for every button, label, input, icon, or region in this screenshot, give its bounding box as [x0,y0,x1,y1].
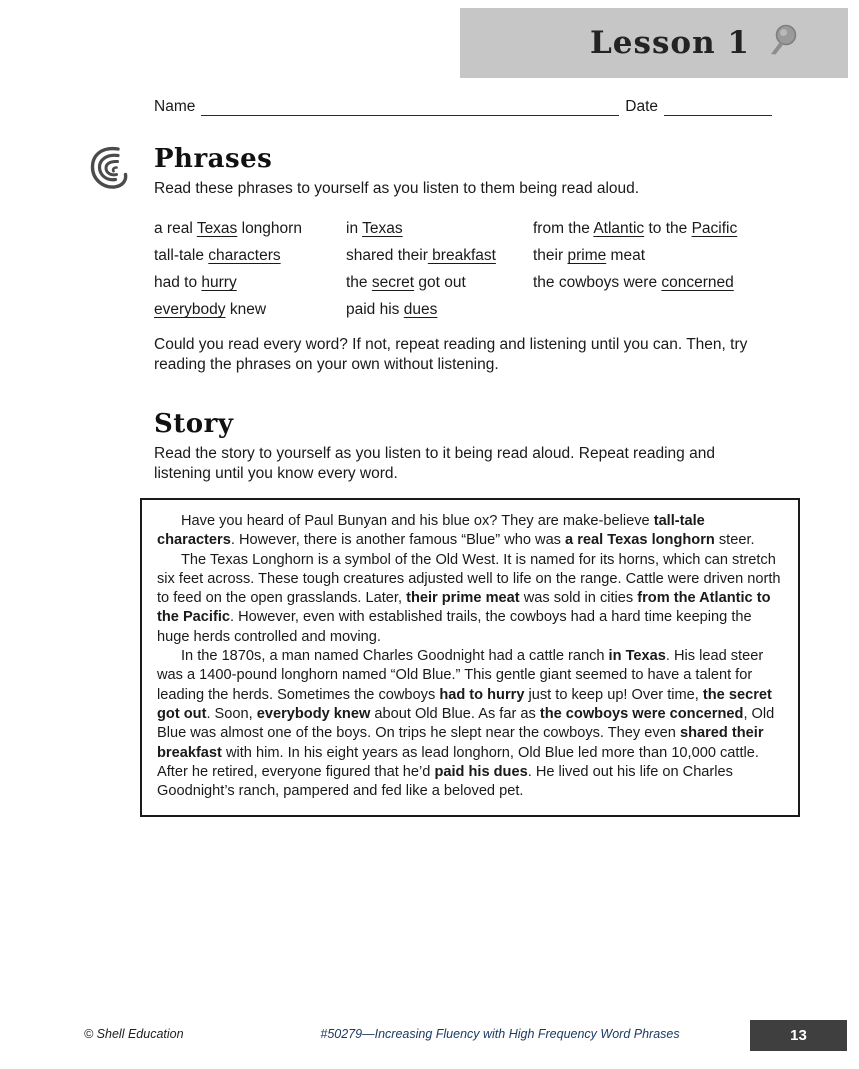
phrases-title: Phrases [154,144,273,174]
story-section [154,409,859,817]
text-segment: characters [208,247,281,264]
text-segment: Atlantic [593,220,645,237]
text-segment: the secret got out [157,686,772,722]
text-segment: , Old Blue was almost one of the boys. On trips he slept near the cowboys. They even [157,705,775,742]
phrase-column [154,215,346,323]
text-segment: with him. In his eight years as lead longhorn, Old Blue led more than 10,000 cattle. After he retired, everyone figured that he’d [157,744,759,780]
phrases-instruction: Read these phrases to yourself as you listen to them being read aloud. [154,180,640,197]
phrase-item [154,215,346,242]
text-segment: the cowboys were concerned [539,705,744,722]
phrase-item [533,269,737,296]
name-date-row [154,98,772,116]
text-segment: In the 1870s, a man named Charles Goodnight had a cattle ranch [181,648,609,665]
text-segment: concerned [661,274,734,291]
text-segment: prime [567,247,607,264]
phrase-grid [154,215,769,323]
phrase-item [346,215,533,242]
phrase-item [346,296,533,323]
text-segment: about Old Blue. As far as [370,705,540,722]
text-segment: . However, there is another famous “Blue” who was [230,532,566,549]
story-paragraph [157,647,781,801]
phrase-column [533,215,737,323]
phrase-item [533,242,737,269]
text-segment: hurry [201,274,237,291]
phrase-item [154,242,346,269]
story-paragraph [157,551,781,647]
name-label: Name [154,98,196,115]
text-segment: from the Atlantic to the Pacific [157,590,771,626]
story-paragraph [157,512,781,551]
text-segment: everybody knew [256,705,371,722]
text-segment: everybody [154,301,226,318]
phrases-followup: Could you read every word? If not, repeat reading and listening until you can. Then, try reading the phrases on your own without listening. [154,336,748,373]
text-segment: in [346,220,363,237]
text-segment: steer. [714,532,755,549]
text-segment: had to hurry [439,686,525,703]
text-segment: secret [371,274,415,291]
text-segment: . His lead steer was a 1400-pound longhorn named “Old Blue.” This gentle giant seemed to have a talent for leading the herds. Sometimes the cowboys [157,648,764,703]
text-segment: shared their [346,247,428,264]
text-segment: was sold in cities [519,590,638,607]
text-segment: the cowboys were [533,274,662,291]
text-segment: their [533,247,568,264]
text-segment: a real Texas longhorn [565,532,715,549]
text-segment: shared their breakfast [157,725,764,761]
phrase-item [346,269,533,296]
page-number-badge: 13 [750,1020,847,1051]
text-segment: . However, even with established trails, the cowboys had a hard time keeping the huge herds controlled and moving. [157,609,752,645]
text-segment: knew [225,301,267,318]
phrase-column [346,215,533,323]
text-segment: Texas [362,220,403,237]
text-segment: Texas [196,220,238,237]
text-segment: meat [606,247,645,264]
text-segment: Have you heard of Paul Bunyan and his blue ox? They are make-believe [181,513,654,529]
phrase-item [154,269,346,296]
text-segment: to the [644,220,692,237]
text-segment: The Texas Longhorn is a symbol of the Old West. It is named for its horns, which can stretch six feet across. These tough creatures adjusted well to life on the range. Cattle were driven north to feed on the open grasslands. Later, [157,551,781,607]
text-segment: from the [533,220,594,237]
footer-publisher: © Shell Education [84,1027,184,1041]
phrases-section [154,144,769,375]
text-segment: Pacific [691,220,738,237]
date-blank-line [664,100,772,116]
text-segment: paid his dues [434,763,528,780]
footer-book-title: #50279—Increasing Fluency with High Frequency Word Phrases [320,1027,680,1041]
text-segment: tall-tale [154,247,209,264]
name-blank-line [201,100,619,116]
text-segment: breakfast [427,247,496,264]
text-segment: a real [154,220,197,237]
text-segment: . He lived out his life on Charles Goodnight’s ranch, pampered and fed like a beloved pet. [157,763,733,800]
lesson-banner [460,8,848,78]
phrase-item [154,296,346,323]
text-segment: just to keep up! Over time, [524,686,703,703]
phrase-item [346,242,533,269]
lesson-title: Lesson 1 [589,25,750,61]
text-segment: paid his [346,301,404,318]
text-segment: . Soon, [206,705,257,722]
story-instruction: Read the story to yourself as you listen to it being read aloud. Repeat reading and listening until you know every word. [154,445,715,482]
text-segment: their prime meat [406,590,520,607]
text-segment: tall-tale characters [157,513,705,549]
text-segment: had to [154,274,202,291]
ear-icon [88,144,144,197]
text-segment: longhorn [237,220,302,237]
text-segment: in Texas [608,648,666,665]
text-segment: the [346,274,372,291]
story-title: Story [154,409,234,439]
story-box [140,498,800,817]
text-segment: dues [403,301,438,318]
date-label: Date [625,98,658,115]
text-segment: got out [414,274,466,291]
pushpin-icon [762,22,800,65]
phrase-item [533,215,737,242]
